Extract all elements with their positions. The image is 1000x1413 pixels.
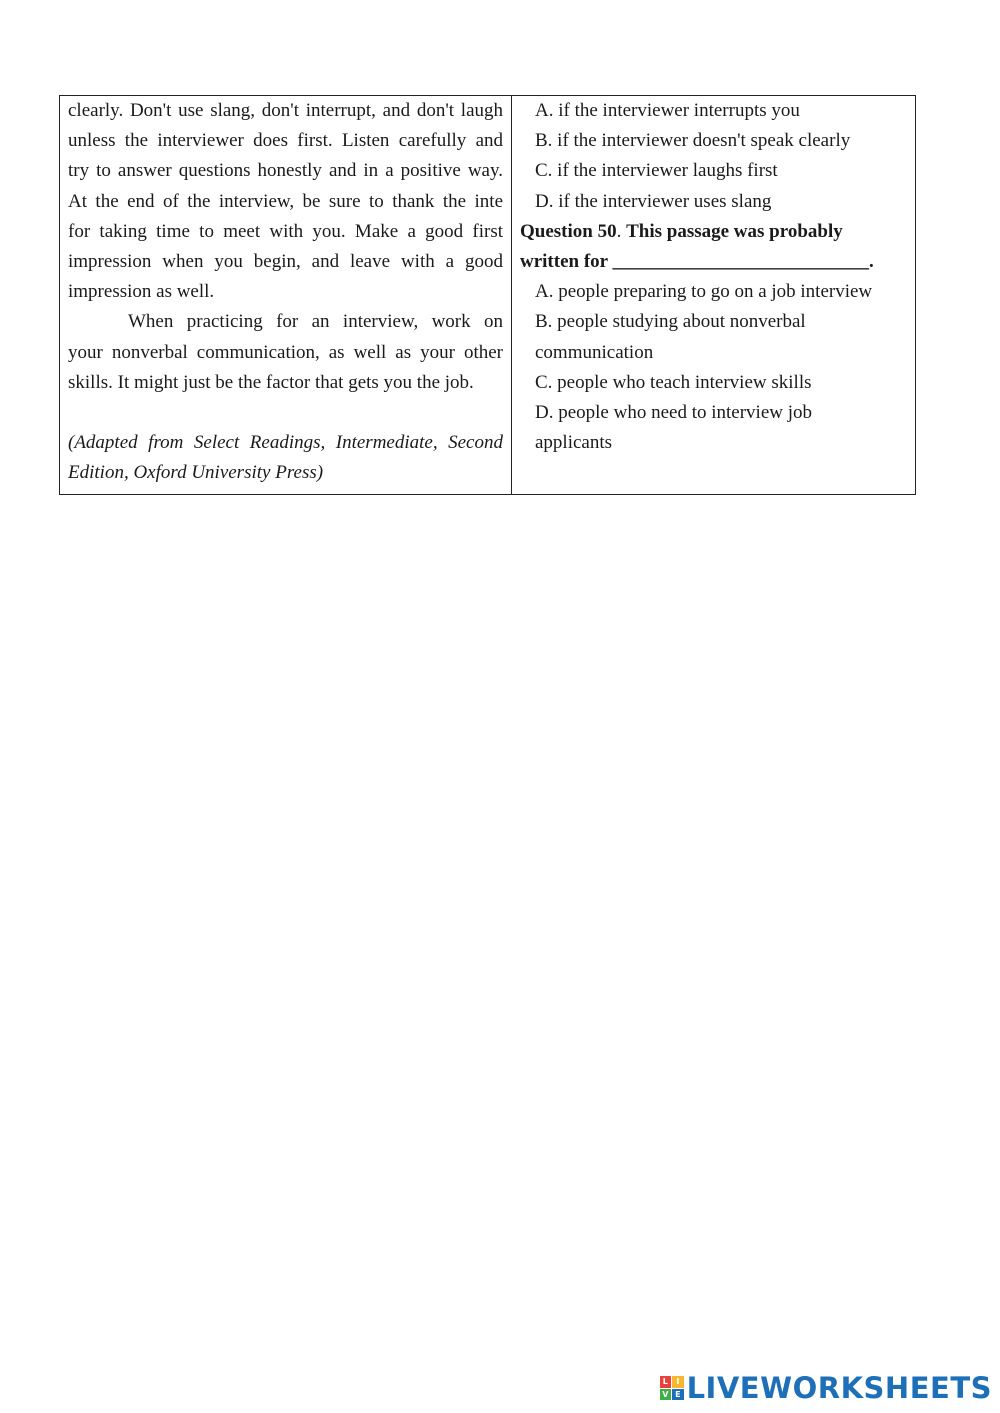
passage-line: clearly. Don't use slang, don't interrupt, and don't laugh — [68, 100, 503, 121]
question-separator: . — [616, 220, 622, 242]
passage-line: skills. It might just be the factor that gets you the job. — [68, 371, 474, 393]
passage-source — [68, 428, 503, 488]
source-line: (Adapted from Select Readings, Intermediate, Second — [68, 432, 503, 454]
question-number: Question 50 — [520, 220, 617, 242]
answer-option-a[interactable]: A. people preparing to go on a job interview — [535, 281, 873, 303]
passage-line: unless the interviewer does first. Listen carefully and — [68, 130, 503, 152]
logo-letter: I — [672, 1376, 684, 1388]
passage-column — [60, 96, 512, 494]
passage-paragraph-2 — [68, 307, 503, 398]
question-50 — [520, 217, 907, 459]
passage-line: for taking time to meet with you. Make a good first — [68, 220, 503, 242]
answer-option-b[interactable]: B. people studying about nonverbal — [535, 311, 806, 333]
answer-option-d-cont[interactable]: applicants — [535, 432, 613, 454]
logo-letter: V — [660, 1389, 672, 1401]
answer-option-b-cont[interactable]: communication — [535, 341, 654, 363]
passage-line: When practicing for an interview, work on — [128, 311, 503, 333]
prev-question-options — [520, 96, 907, 217]
logo-letter: L — [660, 1376, 672, 1388]
passage-paragraph-1 — [68, 96, 503, 307]
brand-name: LIVEWORKSHEETS — [686, 1371, 992, 1405]
liveworksheets-logo — [660, 1371, 992, 1405]
passage-line: At the end of the interview, be sure to thank the inte — [68, 190, 503, 212]
passage-line: impression when you begin, and leave with a good — [68, 251, 503, 273]
question-50-prompt-line — [520, 217, 907, 247]
question-prompt-blank: written for ___________________________. — [520, 251, 874, 273]
answer-option[interactable]: D. if the interviewer uses slang — [535, 190, 772, 212]
passage-line: impression as well. — [68, 281, 215, 303]
passage-line: try to answer questions honestly and in a positive way. — [68, 160, 503, 182]
answer-option-c[interactable]: C. people who teach interview skills — [535, 371, 812, 393]
answer-option-d[interactable]: D. people who need to interview job — [535, 402, 813, 424]
answer-option[interactable]: C. if the interviewer laughs first — [535, 160, 778, 182]
worksheet-table — [59, 95, 916, 495]
answer-option[interactable]: A. if the interviewer interrupts you — [535, 100, 800, 121]
answer-option[interactable]: B. if the interviewer doesn't speak clearly — [535, 130, 851, 152]
passage-line: your nonverbal communication, as well as your other — [68, 341, 503, 363]
source-line: Edition, Oxford University Press) — [68, 462, 324, 484]
logo-letter: E — [672, 1389, 684, 1401]
questions-column — [512, 96, 915, 494]
question-prompt: This passage was probably — [626, 220, 843, 242]
brand-logo-icon — [660, 1376, 684, 1400]
